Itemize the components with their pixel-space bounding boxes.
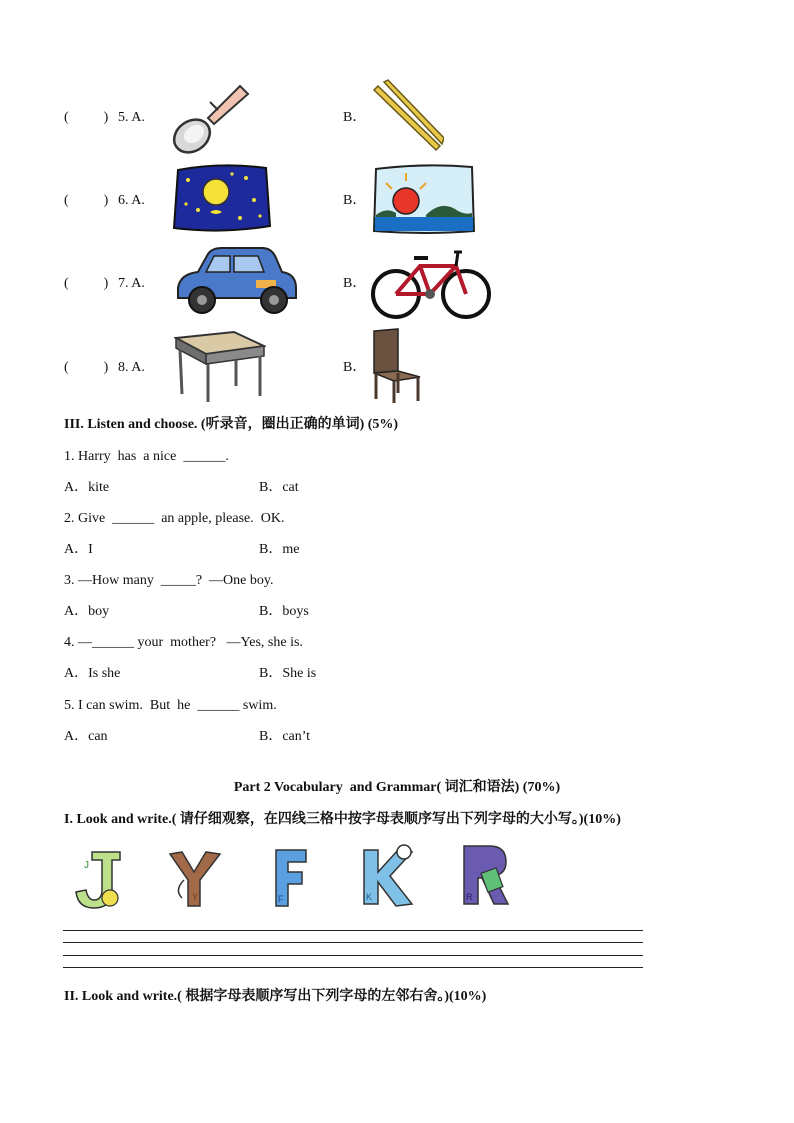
grid-line <box>63 942 643 943</box>
question-number: 5. A. <box>118 110 145 125</box>
question-text: 5. I can swim. But he ______ swim. <box>64 698 277 713</box>
letter-r-icon <box>460 842 512 908</box>
letter-label: F <box>278 894 284 904</box>
chair-icon[interactable] <box>368 327 424 405</box>
chopsticks-icon[interactable] <box>370 78 444 156</box>
letter-y-icon <box>168 848 222 910</box>
question-text: 2. Give ______ an apple, please. OK. <box>64 511 285 526</box>
option-a[interactable]: A．boy <box>64 604 110 619</box>
car-icon[interactable] <box>172 244 300 318</box>
answer-bracket[interactable]: ( ) <box>64 360 109 375</box>
moon-night-icon[interactable] <box>172 162 272 234</box>
letter-j-icon <box>70 848 126 912</box>
option-b-label: B． <box>343 360 367 375</box>
letter-label: K <box>366 892 373 902</box>
option-a[interactable]: A．kite <box>64 480 110 495</box>
sunrise-icon[interactable] <box>372 163 476 235</box>
answer-bracket[interactable]: ( ) <box>64 193 109 208</box>
question-number: 7. A. <box>118 276 145 291</box>
answer-bracket[interactable]: ( ) <box>64 110 109 125</box>
question-text: 3. —How many _____? —One boy. <box>64 573 274 588</box>
answer-bracket[interactable]: ( ) <box>64 276 109 291</box>
grid-line <box>63 967 643 968</box>
option-a[interactable]: A．can <box>64 729 108 744</box>
bicycle-icon[interactable] <box>370 244 492 322</box>
spoon-icon[interactable] <box>170 80 250 156</box>
option-b-label: B． <box>343 110 367 125</box>
grid-line <box>63 930 643 931</box>
part-title: Part 2 Vocabulary and Grammar( 词汇和语法) (70%) <box>233 780 561 795</box>
option-b[interactable]: B．me <box>259 542 300 557</box>
question-text: 4. —______ your mother? —Yes, she is. <box>64 635 303 650</box>
option-b-label: B． <box>343 193 367 208</box>
option-b[interactable]: B．cat <box>259 480 299 495</box>
option-b[interactable]: B．boys <box>259 604 309 619</box>
option-a[interactable]: A．I <box>64 542 93 557</box>
option-a[interactable]: A．Is she <box>64 666 121 681</box>
desk-icon[interactable] <box>174 328 266 404</box>
question-text: 1. Harry has a nice ______. <box>64 449 229 464</box>
option-b[interactable]: B．She is <box>259 666 317 681</box>
grid-line <box>63 955 643 956</box>
letter-label: J <box>84 860 89 871</box>
option-b-label: B． <box>343 276 367 291</box>
section-heading: III. Listen and choose. (听录音，圈出正确的单词) (5%) <box>64 417 399 432</box>
section-heading: I. Look and write.( 请仔细观察，在四线三格中按字母表顺序写出下列字母的大小写。)(10%) <box>64 812 621 827</box>
letter-f-icon <box>270 846 310 910</box>
section-heading: II. Look and write.( 根据字母表顺序写出下列字母的左邻右舍。)(10%) <box>64 989 487 1004</box>
four-line-writing-grid[interactable] <box>63 930 645 970</box>
question-number: 8. A. <box>118 360 145 375</box>
letter-k-icon <box>360 842 416 910</box>
option-b[interactable]: B．can’t <box>259 729 311 744</box>
question-number: 6. A. <box>118 193 145 208</box>
letter-label: Y <box>192 892 199 902</box>
letter-label: R <box>466 892 473 902</box>
